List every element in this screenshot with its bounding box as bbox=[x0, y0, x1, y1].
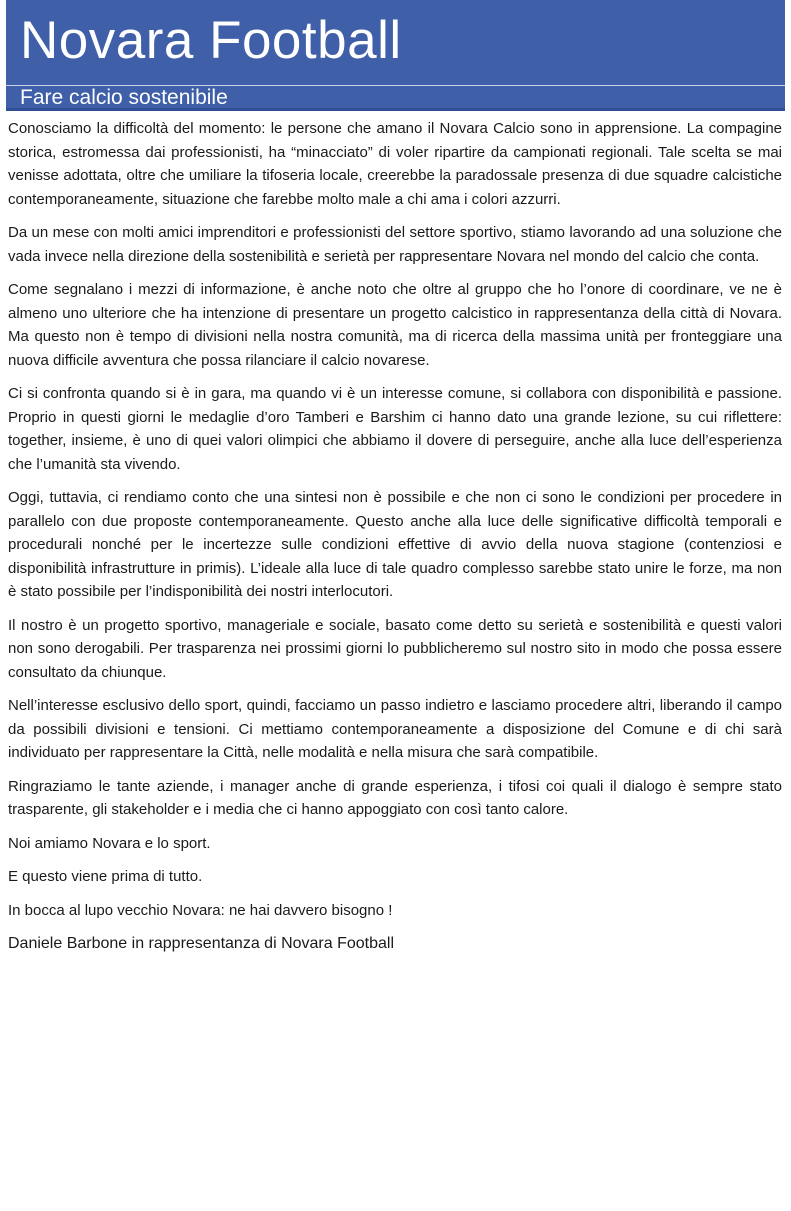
article-body bbox=[8, 117, 782, 966]
paragraph-9: Noi amiamo Novara e lo sport. bbox=[8, 834, 211, 852]
signature: Daniele Barbone in rappresentanza di Novara Football bbox=[8, 935, 395, 952]
paragraph-3: Come segnalano i mezzi di informazione, è anche noto che oltre al gruppo che ho l’onore di coordinare, ve ne è almeno uno ulteriore che ha intenzione di presentare un progetto calcistico in rappresentanza della città di Novara. Ma questo non è tempo di divisioni nella nostra comunità, ma di ricerca della massima unità per fronteggiare una nuova difficile avventura che possa rilanciare il calcio novarese. bbox=[8, 281, 782, 369]
paragraph-10: E questo viene prima di tutto. bbox=[8, 868, 203, 885]
page-title: Novara Football bbox=[20, 11, 402, 70]
paragraph-8: Ringraziamo le tante aziende, i manager anche di grande esperienza, i tifosi coi quali il dialogo è sempre stato trasparente, gli stakeholder e i media che ci hanno appoggiato con così tanto calore. bbox=[8, 777, 782, 818]
paragraph-4: Ci si confronta quando si è in gara, ma quando vi è un interesse comune, si collabora con disponibilità e passione. Proprio in questi giorni le medaglie d’oro Tamberi e Barshim ci hanno dato una grande lezione, su cui riflettere: together, insieme, è uno di quei valori olimpici che abbiamo il dovere di perseguire, anche alla luce dell’esperienza che l’umanità sta vivendo. bbox=[8, 385, 782, 473]
page-header bbox=[6, 0, 785, 111]
paragraph-11: In bocca al lupo vecchio Novara: ne hai davvero bisogno ! bbox=[8, 901, 393, 919]
page-subtitle: Fare calcio sostenibile bbox=[20, 86, 228, 109]
paragraph-2: Da un mese con molti amici imprenditori e professionisti del settore sportivo, stiamo lavorando ad una soluzione che vada invece nella direzione della sostenibilità e serietà per rappresentare Novara nel mondo del calcio che conta. bbox=[8, 224, 782, 265]
paragraph-6: Il nostro è un progetto sportivo, manageriale e sociale, basato come detto su serietà e sostenibilità e questi valori non sono derogabili. Per trasparenza nei prossimi giorni lo pubblicheremo sul nostro sito in modo che possa essere consultato da chiunque. bbox=[8, 616, 782, 681]
paragraph-7: Nell’interesse esclusivo dello sport, quindi, facciamo un passo indietro e lasciamo procedere altri, liberando il campo da possibili divisioni e tensioni. Ci mettiamo contemporaneamente a disposizione del Comune e di chi sarà individuato per rappresentare la Città, nelle modalità e nella misura che sarà compatibile. bbox=[8, 697, 782, 761]
paragraph-1: Conosciamo la difficoltà del momento: le persone che amano il Novara Calcio sono in apprensione. La compagine storica, estromessa dai professionisti, ha “minacciato” di voler ripartire da campionati regionali. Tale scelta se mai venisse adottata, oltre che umiliare la tifoseria locale, creerebbe la paradossale presenza di due squadre calcistiche contemporaneamente, situazione che farebbe molto male a chi ama i colori azzurri. bbox=[8, 120, 782, 208]
paragraph-5: Oggi, tuttavia, ci rendiamo conto che una sintesi non è possibile e che non ci sono le condizioni per procedere in parallelo con due proposte contemporaneamente. Questo anche alla luce delle significative difficoltà temporali e procedurali nonché per le incertezze sulle condizioni effettive di avvio della nuova stagione (contenziosi e disponibilità infrastrutture in primis). L’ideale alla luce di tale quadro complesso sarebbe stato unire le forze, ma non è stato possibile per l’indisponibilità dei nostri interlocutori. bbox=[8, 489, 782, 600]
